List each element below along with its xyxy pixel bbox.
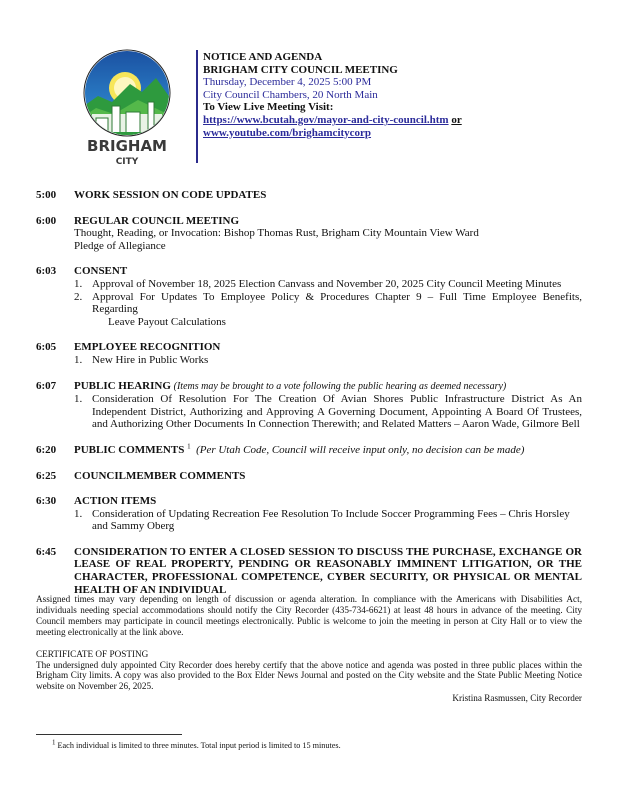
city-emblem-icon (68, 48, 186, 168)
agenda-list (36, 189, 582, 609)
agenda-item (74, 291, 582, 329)
agenda-title: PUBLIC HEARING (74, 379, 171, 392)
agenda-section-employee-recognition (36, 341, 582, 366)
header-vertical-rule (196, 50, 198, 163)
agenda-item (74, 354, 582, 367)
footnote-text: Each individual is limited to three minutes. Total input period is limited to 15 minutes. (57, 741, 341, 750)
agenda-time: 6:20 (36, 443, 57, 456)
footnote-mark: 1 (52, 738, 56, 747)
agenda-section-consent (36, 265, 582, 328)
agenda-section-closed-session (36, 546, 582, 596)
meeting-title: BRIGHAM CITY COUNCIL MEETING (203, 63, 398, 76)
agenda-title: ACTION ITEMS (74, 495, 157, 508)
agenda-title: REGULAR COUNCIL MEETING (74, 214, 240, 227)
agenda-time: 6:07 (36, 379, 57, 392)
recorder-signature: Kristina Rasmussen, City Recorder (452, 693, 582, 704)
footnote (52, 738, 341, 750)
brigham-city-logo (68, 48, 186, 168)
agenda-section-action-items (36, 495, 582, 533)
item-number: 1. (74, 393, 83, 406)
live-view-label: To View Live Meeting Visit: (203, 101, 334, 114)
agenda-title: COUNCILMEMBER COMMENTS (74, 469, 246, 482)
live-links-line (203, 114, 462, 127)
agenda-time: 6:25 (36, 469, 57, 482)
agenda-section-public-hearing (36, 380, 582, 431)
agenda-time: 6:03 (36, 265, 57, 278)
agenda-item (74, 508, 582, 533)
svg-text:CITY: CITY (115, 157, 139, 167)
agenda-line: Thought, Reading, or Invocation: Bishop Thomas Rust, Brigham City Mountain View Ward (74, 227, 479, 240)
footnote-divider (36, 734, 182, 735)
item-text-continued: Leave Payout Calculations (108, 315, 226, 328)
agenda-section-councilmember-comments (36, 470, 582, 483)
certificate-title: CERTIFICATE OF POSTING (36, 648, 149, 659)
agenda-note: (Per Utah Code, Council will receive input only, no decision can be made) (196, 443, 525, 456)
agenda-time: 6:00 (36, 214, 57, 227)
notice-title: NOTICE AND AGENDA (203, 51, 323, 63)
item-number: 1. (74, 277, 83, 290)
item-text: Consideration Of Resolution For The Creation Of Avian Shores Public Infrastructure District As An Independent District, Authorizing and Approving A Governing Document, Appointing A Board Of Trustees, and Authorizing Other Documents In Connection Therewith; and Related Matters – Aaron Wade, Gilmore Bell (92, 393, 582, 431)
agenda-title: PUBLIC COMMENTS (74, 443, 185, 456)
agenda-time: 5:00 (36, 189, 57, 201)
agenda-line: Pledge of Allegiance (74, 239, 166, 252)
meeting-header (203, 51, 462, 139)
item-text: Consideration of Updating Recreation Fee Resolution To Include Soccer Programming Fees – Chris Horsley and Sammy Oberg (92, 507, 570, 533)
agenda-time: 6:05 (36, 341, 57, 354)
council-website-link[interactable]: https://www.bcutah.gov/mayor-and-city-council.htm (203, 113, 449, 126)
meeting-datetime: Thursday, December 4, 2025 5:00 PM (203, 76, 372, 89)
agenda-section-regular-meeting (36, 215, 582, 253)
agenda-time: 6:45 (36, 545, 57, 558)
accommodations-paragraph: Assigned times may vary depending on length of discussion or agenda alteration. In compliance with the Americans with Disabilities Act, individuals needing special accommodations should notify the City Recorder (435-734-6621) at least 48 hours in advance of the meeting. City Council members may participate in council meetings electronically. Public is welcome to join the meeting in person at City Hall or to view the meeting electronically at the link above. (36, 594, 582, 637)
meeting-location: City Council Chambers, 20 North Main (203, 88, 378, 101)
item-text: Approval For Updates To Employee Policy & Procedures Chapter 9 – Full Time Employee Benefits, Regarding (92, 290, 582, 316)
agenda-title: CONSIDERATION TO ENTER A CLOSED SESSION TO DISCUSS THE PURCHASE, EXCHANGE OR LEASE OF REAL PROPERTY, PENDING OR REASONABLY IMMINENT LITIGATION, OR THE CHARACTER, PROFESSIONAL COMPETENCE, CYBER SECURITY, OR PHYSICAL OR MENTAL HEALTH OF AN INDIVIDUAL (74, 545, 582, 596)
footnote-reference: 1 (187, 442, 191, 451)
notice-section (36, 594, 582, 704)
or-connector: or (451, 113, 462, 126)
item-text: New Hire in Public Works (92, 353, 209, 366)
agenda-item (74, 393, 582, 431)
agenda-title: EMPLOYEE RECOGNITION (74, 341, 221, 354)
svg-text:BRIGHAM: BRIGHAM (87, 137, 167, 155)
item-text: Approval of November 18, 2025 Election Canvass and November 20, 2025 City Council Meeting Minutes (92, 277, 562, 290)
agenda-section-work-session (36, 189, 582, 202)
agenda-time: 6:30 (36, 495, 57, 508)
youtube-channel-link[interactable]: www.youtube.com/brighamcitycorp (203, 126, 372, 139)
agenda-title: CONSENT (74, 265, 128, 278)
agenda-item (74, 278, 582, 291)
agenda-note: (Items may be brought to a vote following the public hearing as deemed necessary) (173, 380, 507, 392)
item-number: 1. (74, 507, 83, 520)
agenda-title: WORK SESSION ON CODE UPDATES (74, 189, 267, 201)
item-number: 1. (74, 353, 83, 366)
certificate-text: The undersigned duly appointed City Recorder does hereby certify that the above notice and agenda was posted in three public places within the Brigham City limits. A copy was also provided to the Box Elder News Journal and posted on the City website and the State Public Meeting Notice website on November 26, 2025. (36, 659, 582, 692)
item-number: 2. (74, 290, 83, 303)
agenda-section-public-comments (36, 444, 582, 457)
